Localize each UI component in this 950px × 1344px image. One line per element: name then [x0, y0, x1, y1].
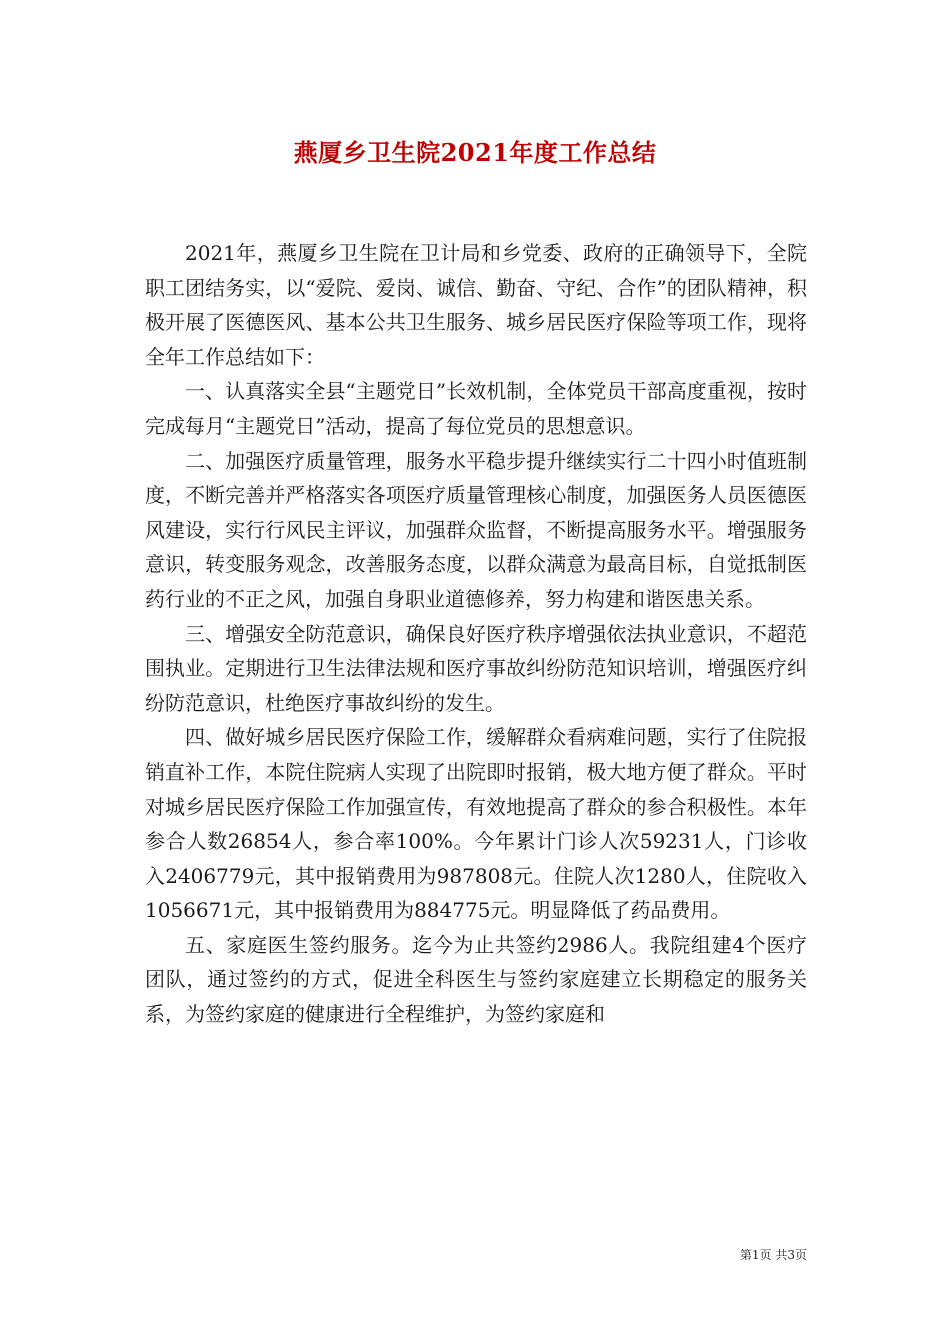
paragraph-section-2: 二、加强医疗质量管理，服务水平稳步提升继续实行二十四小时值班制度，不断完善并严格落实各项医疗质量管理核心制度，加强医务人员医德医风建设，实行行风民主评议，加强群众监督，不断提高服务水平。增强服务意识，转变服务观念，改善服务态度，以群众满意为最高目标，自觉抵制医药行业的不正之风，加强自身职业道德修养，努力构建和谐医患关系。: [145, 448, 807, 611]
paragraph-section-3: 三、增强安全防范意识，确保良好医疗秩序增强依法执业意识，不超范围执业。定期进行卫生法律法规和医疗事故纠纷防范知识培训，增强医疗纠纷防范意识，杜绝医疗事故纠纷的发生。: [145, 621, 807, 715]
document-title: 燕厦乡卫生院2021年度工作总结: [293, 138, 657, 167]
paragraph-section-4: 四、做好城乡居民医疗保险工作，缓解群众看病难问题，实行了住院报销直补工作，本院住院病人实现了出院即时报销，极大地方便了群众。平时对城乡居民医疗保险工作加强宣传，有效地提高了群众的参合积极性。本年参合人数26854人，参合率100%。今年累计门诊人次59231人，门诊收入2406779元，其中报销费用为987808元。住院人次1280人，住院收入1056671元，其中报销费用为884775元。明显降低了药品费用。: [145, 725, 807, 923]
document-body: [145, 236, 807, 1032]
paragraph-intro: 2021年，燕厦乡卫生院在卫计局和乡党委、政府的正确领导下，全院职工团结务实，以“爱院、爱岗、诚信、勤奋、守纪、合作”的团队精神，积极开展了医德医风、基本公共卫生服务、城乡居民医疗保险等项工作，现将全年工作总结如下：: [145, 241, 807, 369]
page-number: 第1页 共3页: [739, 1248, 807, 1262]
paragraph-section-1: 一、认真落实全县“主题党日”长效机制，全体党员干部高度重视，按时完成每月“主题党日”活动，提高了每位党员的思想意识。: [145, 379, 807, 438]
paragraph-section-5: 五、家庭医生签约服务。迄今为止共签约2986人。我院组建4个医疗团队，通过签约的方式，促进全科医生与签约家庭建立长期稳定的服务关系，为签约家庭的健康进行全程维护，为签约家庭和: [145, 932, 807, 1027]
